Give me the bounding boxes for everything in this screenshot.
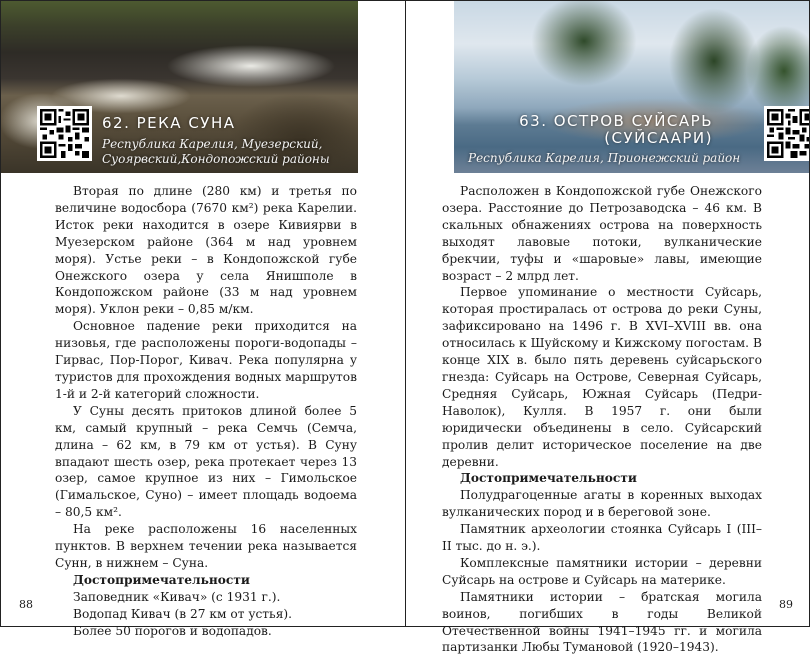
sight-item: Комплексные памятники истории – деревни Суйсарь на острове и Суйсарь на материке.	[442, 555, 762, 587]
page-number: 88	[19, 598, 33, 611]
qr-code-icon[interactable]	[37, 106, 92, 161]
paragraph: Основное падение реки приходится на низовья, где расположены пороги-водопады – Гирвас, Пор-Порог, Кивач. Река популярна у туристов для прохождения водных маршрутов 1-й и 2-й категорий сложности.	[55, 319, 357, 401]
paragraph: Первое упоминание о местности Суйсарь, которая простиралась от острова до реки Суны, зафиксировано на 1496 г. В XVI–XVIII вв. она относилась к Шуйскому и Кижскому погостам. В конце XIX в. было пять деревень суйсарьского гнезда: Суйсарь на Острове, Северная Суйсарь, Средняя Суйсарь, Южная Суйсарь (Педри-Наволок), Кулля. В 1957 г. они были юридически объединены в село. Суйсарский пролив делит историческое поселение на две деревни.	[442, 285, 762, 469]
page-left	[1, 1, 406, 638]
sight-item: Заповедник «Кивач» (с 1931 г.).	[73, 589, 281, 604]
title-line: (СУЙСААРИ)	[604, 129, 713, 147]
body-text	[55, 183, 357, 639]
page-number: 89	[779, 598, 793, 611]
sight-item: Более 50 порогов и водопадов.	[73, 623, 272, 638]
page-right	[406, 1, 809, 655]
sight-item: Памятники истории – братская могила воинов, погибших в годы Великой Отечественной войны 1941–1945 гг. и могила партизанки Любы Тумановой (1920–1943).	[442, 589, 762, 655]
paragraph: Расположен в Кондопожской губе Онежского озера. Расстояние до Петрозаводска – 46 км. В скальных обнажениях острова на поверхность выходят лавовые потоки, вулканические брекчии, туфы и «шаровые» лавы, имеющие возраст – 2 млрд лет.	[442, 184, 762, 283]
waterfall-photo	[1, 1, 358, 173]
region-caption: Республика Карелия, Муезерский, Суоярвский,Кондопожский районы	[102, 137, 330, 166]
page-title	[519, 113, 713, 147]
sights-heading: Достопримечательности	[73, 572, 250, 587]
sight-item: Полудрагоценные агаты в коренных выходах вулканических пород и в береговой зоне.	[442, 488, 762, 520]
page-title: 62. РЕКА СУНА	[102, 114, 236, 132]
island-photo	[454, 1, 809, 173]
sights-heading: Достопримечательности	[460, 471, 637, 486]
sight-item: Памятник археологии стоянка Суйсарь I (III–II тыс. до н. э.).	[442, 522, 762, 554]
sight-item: Водопад Кивач (в 27 км от устья).	[73, 606, 293, 621]
paragraph: Вторая по длине (280 км) и третья по величине водосбора (7670 км²) река Карелии. Исток реки находится в озере Кивиярви в Муезерском районе (364 м над уровнем моря). Устье реки – в Кондопожской губе Онежского озера у села Янишполе в Кондопожском районе (33 м над уровнем моря). Уклон реки – 0,85 м/км.	[55, 184, 357, 317]
title-line: 63. ОСТРОВ СУЙСАРЬ	[519, 112, 713, 130]
body-text	[442, 183, 762, 656]
paragraph: На реке расположены 16 населенных пунктов. В верхнем течении река называется Сунн, в нижнем – Суна.	[55, 522, 357, 570]
paragraph: У Суны десять притоков длиной более 5 км, самый крупный – река Семчь (Семча, длина – 62 км, в 79 км от устья). В Суну впадают шесть озер, река протекает через 13 озер, самое крупное из них – Гимольское (Гимальское, Суно) – имеет площадь водоема – 80,5 км².	[55, 403, 357, 520]
qr-code-icon[interactable]	[764, 106, 809, 161]
region-caption: Республика Карелия, Прионежский район	[468, 151, 741, 165]
